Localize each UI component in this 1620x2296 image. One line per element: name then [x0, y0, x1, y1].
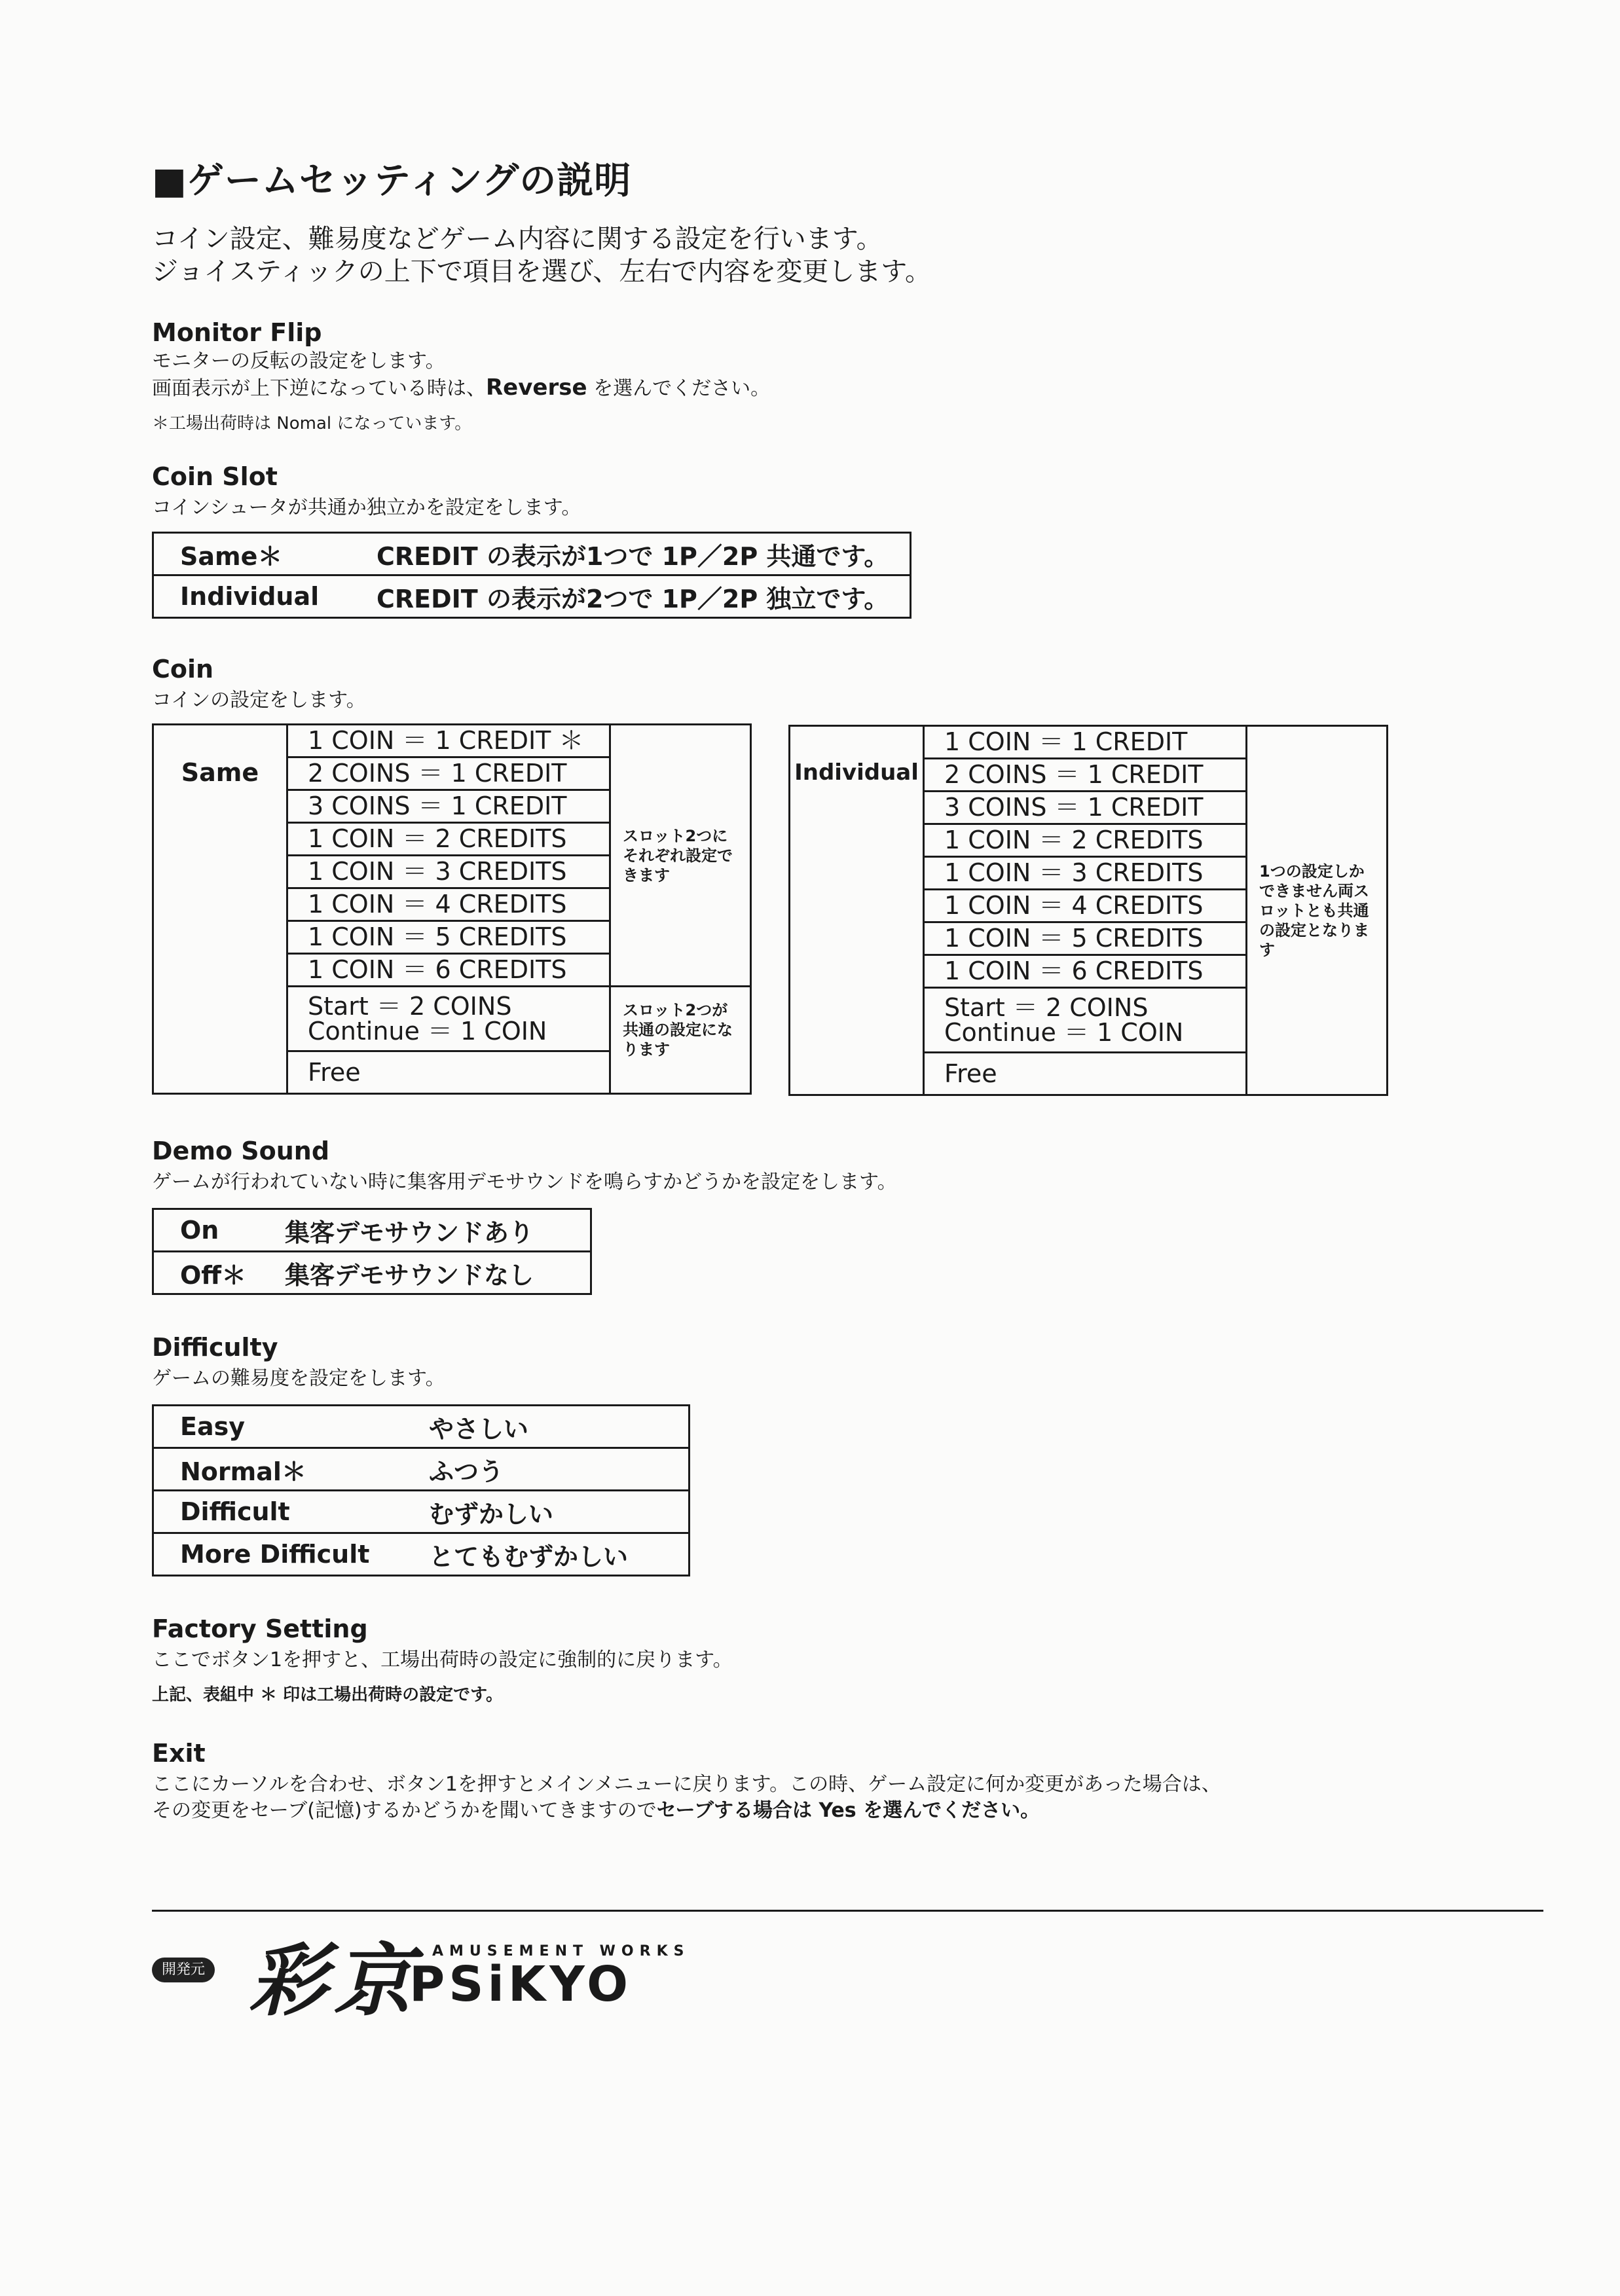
coin-start: Start ＝ 2 COINS [308, 992, 512, 1021]
monitor-flip-line [152, 374, 770, 402]
save-instruction: セーブする場合は Yes を選んでください。 [656, 1799, 1040, 1822]
table-row [153, 1448, 690, 1491]
coin-option: 1 COIN ＝ 4 CREDITS [287, 888, 610, 921]
text: その変更をセーブ(記憶)するかどうかを聞いてきますので [152, 1799, 657, 1822]
coin-same-table [152, 723, 752, 1095]
coin-option: 1 COIN ＝ 5 CREDITS [924, 922, 1247, 955]
coin-individual-note: 1つの設定しかできません両スロットとも共通の設定となります [1247, 726, 1388, 1095]
coin-same-note1: スロット2つにそれぞれ設定できます [610, 725, 751, 987]
coin-start-continue [924, 988, 1247, 1053]
exit-line: ここにカーソルを合わせ、ボタン1を押すとメインメニューに戻ります。この時、ゲーム設定に何か変更があった場合は、 [152, 1773, 1221, 1796]
page-title: ■ゲームセッティングの説明 [152, 160, 632, 202]
coin-option: 1 COIN ＝ 5 CREDITS [287, 921, 610, 954]
coin-slot-heading: Coin Slot [152, 462, 278, 491]
table-row [153, 725, 751, 757]
coin-individual-label: Individual [790, 726, 924, 1095]
table-row [790, 726, 1388, 759]
text: を選んでください。 [587, 377, 771, 400]
exit-heading: Exit [152, 1739, 206, 1768]
table-row [153, 1209, 591, 1252]
coin-option: 1 COIN ＝ 1 CREDIT [924, 726, 1247, 759]
coin-option: 1 COIN ＝ 2 CREDITS [287, 823, 610, 856]
option-name: Off＊ [153, 1252, 285, 1294]
exit-desc [152, 1772, 1221, 1824]
coin-option: 2 COINS ＝ 1 CREDIT [287, 757, 610, 790]
table-row [153, 1252, 591, 1294]
coin-continue: Continue ＝ 1 COIN [308, 1017, 547, 1046]
table-row [153, 533, 911, 575]
coin-continue: Continue ＝ 1 COIN [944, 1018, 1184, 1047]
reverse-label: Reverse [486, 374, 587, 401]
option-desc: 集客デモサウンドなし [285, 1252, 591, 1294]
factory-setting-desc: ここでボタン1を押すと、工場出荷時の設定に強制的に戻ります。 [152, 1649, 733, 1671]
coin-heading: Coin [152, 655, 214, 683]
option-name: Individual [153, 575, 377, 618]
amusement-works-tagline: AMUSEMENT WORKS [432, 1943, 690, 1959]
exit-line [152, 1798, 1221, 1824]
factory-setting-note: 上記、表組中 ＊ 印は工場出荷時の設定です。 [152, 1685, 504, 1705]
table-row [153, 1406, 690, 1448]
monitor-flip-desc [152, 348, 770, 402]
coin-option: 3 COINS ＝ 1 CREDIT [287, 790, 610, 823]
coin-free: Free [287, 1051, 610, 1094]
table-row [153, 1533, 690, 1576]
table-row [153, 575, 911, 618]
option-name: Easy [153, 1406, 430, 1448]
option-desc: CREDIT の表示が2つで 1P／2P 独立です。 [377, 575, 911, 618]
option-desc: とてもむずかしい [429, 1533, 690, 1576]
coin-start-continue [287, 987, 610, 1051]
monitor-flip-note: ＊工場出荷時は Nomal になっています。 [152, 414, 472, 433]
monitor-flip-line: モニターの反転の設定をします。 [152, 350, 445, 373]
option-desc: CREDIT の表示が1つで 1P／2P 共通です。 [377, 533, 911, 575]
intro-line: コイン設定、難易度などゲーム内容に関する設定を行います。 [152, 224, 883, 254]
coin-option: 1 COIN ＝ 2 CREDITS [924, 824, 1247, 857]
coin-option: 1 COIN ＝ 4 CREDITS [924, 890, 1247, 922]
factory-setting-heading: Factory Setting [152, 1614, 368, 1643]
difficulty-heading: Difficulty [152, 1333, 278, 1362]
demo-sound-desc: ゲームが行われていない時に集客用デモサウンドを鳴らすかどうかを設定をします。 [152, 1171, 897, 1194]
coin-start: Start ＝ 2 COINS [944, 993, 1149, 1022]
developer-badge: 開発元 [152, 1958, 215, 1982]
intro-text [152, 223, 931, 288]
coin-individual-table [788, 725, 1388, 1096]
coin-option: 1 COIN ＝ 6 CREDITS [924, 955, 1247, 988]
coin-slot-desc: コインシュータが共通か独立かを設定をします。 [152, 496, 581, 519]
coin-option: 1 COIN ＝ 1 CREDIT ＊ [287, 725, 610, 757]
option-desc: やさしい [429, 1406, 690, 1448]
option-desc: ふつう [429, 1448, 690, 1491]
coin-option: 3 COINS ＝ 1 CREDIT [924, 792, 1247, 824]
demo-sound-heading: Demo Sound [152, 1137, 330, 1165]
difficulty-table [152, 1404, 690, 1576]
option-desc: むずかしい [429, 1491, 690, 1533]
intro-line: ジョイスティックの上下で項目を選び、左右で内容を変更します。 [152, 257, 931, 287]
option-desc: 集客デモサウンドあり [285, 1209, 591, 1252]
demo-sound-table [152, 1208, 592, 1295]
text: 画面表示が上下逆になっている時は、 [152, 377, 486, 400]
saikyo-kanji-logo: 彩京 [249, 1935, 419, 2027]
coin-option: 1 COIN ＝ 3 CREDITS [924, 857, 1247, 890]
coin-slot-table [152, 532, 911, 619]
coin-option: 1 COIN ＝ 6 CREDITS [287, 954, 610, 987]
monitor-flip-heading: Monitor Flip [152, 318, 322, 347]
coin-desc: コインの設定をします。 [152, 689, 366, 712]
option-name: Same＊ [153, 533, 377, 575]
footer-divider [152, 1910, 1543, 1912]
option-name: Difficult [153, 1491, 430, 1533]
table-row [153, 1491, 690, 1533]
coin-same-note2: スロット2つが共通の設定になります [610, 987, 751, 1094]
option-name: On [153, 1209, 285, 1252]
coin-same-label: Same [153, 725, 287, 1094]
difficulty-desc: ゲームの難易度を設定をします。 [152, 1367, 445, 1390]
psikyo-logo: PSiKYO [409, 1956, 633, 2013]
option-name: More Difficult [153, 1533, 430, 1576]
option-name: Normal＊ [153, 1448, 430, 1491]
coin-option: 1 COIN ＝ 3 CREDITS [287, 856, 610, 888]
coin-option: 2 COINS ＝ 1 CREDIT [924, 759, 1247, 792]
coin-free: Free [924, 1053, 1247, 1095]
